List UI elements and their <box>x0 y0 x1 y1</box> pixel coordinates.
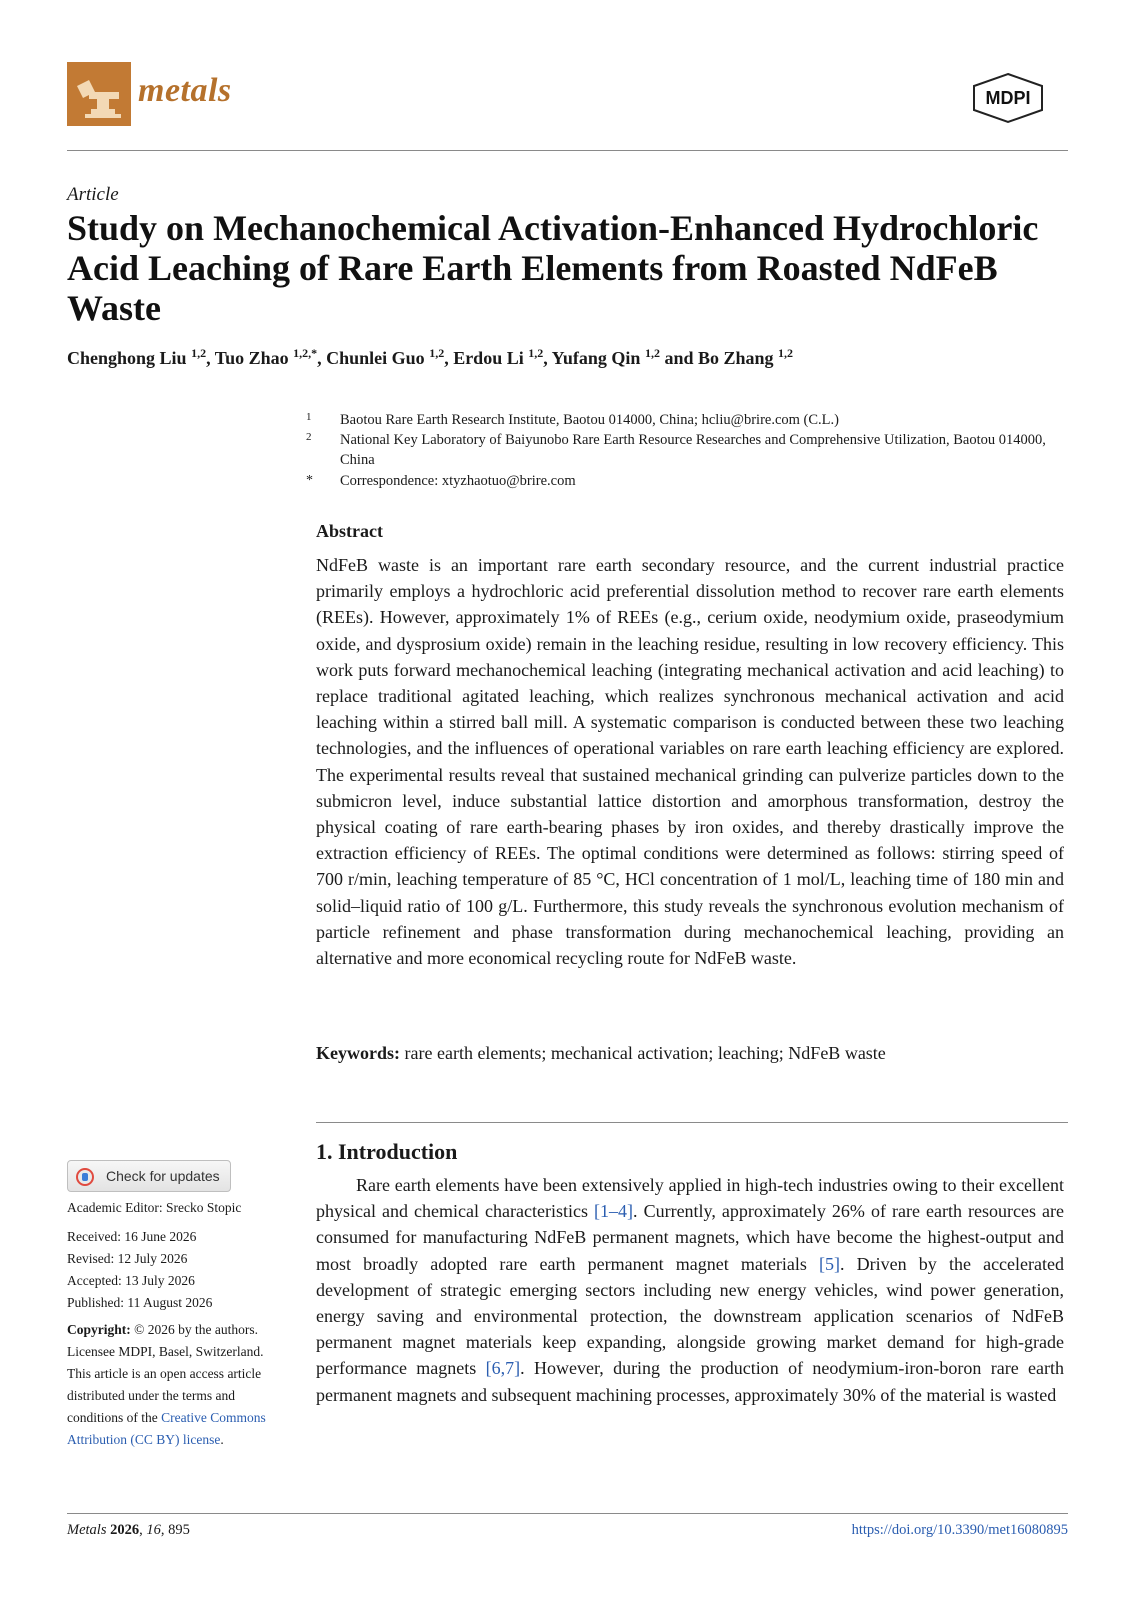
mdpi-logo-icon <box>972 72 1044 124</box>
check-updates-icon <box>76 1168 94 1186</box>
author-list: Chenghong Liu $^{1,2}$, Tuo Zhao $^{1,2,*}$, Chunlei Guo $^{1,2}$, Erdou Li $^{1,2}$, Yufang Qin $^{1,2}$ and Bo Zhang $^{1,2}$ <box>67 346 794 368</box>
keywords-text: rare earth elements; mechanical activation; leaching; NdFeB waste <box>404 1043 886 1063</box>
keywords-label: Keywords: <box>316 1043 400 1063</box>
abstract-text: NdFeB waste is an important rare earth secondary resource, and the current industrial practice primarily employs a hydrochloric acid preferential dissolution method to recover rare earth elements (REEs). However, approximately 1% of REEs (e.g., cerium oxide, neodymium oxide, praseodymium oxide, and dysprosium oxide) remain in the leaching residue, resulting in low recovery efficiency. This work puts forward mechanochemical leaching (integrating mechanical activation and acid leaching) to replace traditional agitated leaching, which realizes synchronous mechanical activation and acid leaching within a stirred ball mill. A systematic comparison is conducted between these two leaching technologies, and the influences of operational variables on rare earth leaching efficiency are explored. The experimental results reveal that sustained mechanical grinding can pulverize particles down to the submicron level, induce substantial lattice distortion and amorphous transformation, destroy the physical coating of rare earth-bearing phases by iron oxides, and thereby drastically improve the extraction efficiency of REEs. The optimal conditions were determined as follows: stirring speed of 700 r/min, leaching temperature of 85 °C, HCl concentration of 1 mol/L, leaching time of 180 min and solid–liquid ratio of 100 g/L. Furthermore, this study reveals the synchronous evolution mechanism of particle refinement and phase transformation during mechanochemical leaching, providing an alternative and more economical recycling route for NdFeB waste. <box>316 555 1064 969</box>
affiliation-item <box>306 410 1054 430</box>
author-affiliation-mark: 1,2 <box>778 346 794 360</box>
author-affiliation-mark: 1,2 <box>429 346 445 360</box>
received-date: Received: 16 June 2026 <box>67 1229 197 1244</box>
abstract-divider <box>316 1122 1068 1123</box>
published-date: Published: 11 August 2026 <box>67 1295 213 1310</box>
affiliation-mark: 2 <box>306 431 312 443</box>
journal-name: metals <box>138 72 232 109</box>
author-name: Erdou Li <box>453 348 524 368</box>
article-title: Study on Mechanochemical Activation-Enhanced Hydrochloric Acid Leaching of Rare Earth Elements from Roasted NdFeB Waste <box>67 208 1039 328</box>
copyright-label: Copyright: <box>67 1322 131 1337</box>
affiliation-mark: * <box>306 473 313 488</box>
affiliation-mark: 1 <box>306 411 312 423</box>
author-affiliation-mark: 1,2,* <box>293 346 318 360</box>
affiliation-item <box>306 471 1054 491</box>
footer-divider <box>67 1513 1068 1514</box>
footer-citation: Metals 2026, 16, 895 <box>67 1522 190 1538</box>
author-name: Chenghong Liu <box>67 348 187 368</box>
correspondence-text: Correspondence: xtyzhaotuo@brire.com <box>340 473 576 489</box>
keywords <box>316 1043 1064 1064</box>
footer-volume: 16 <box>146 1522 161 1538</box>
check-for-updates-label: Check for updates <box>106 1168 220 1184</box>
footer-article-number: 895 <box>168 1522 190 1538</box>
citation-link[interactable]: [5] <box>819 1253 841 1274</box>
affiliation-text: Baotou Rare Earth Research Institute, Baotou 014000, China; hcliu@brire.com (C.L.) <box>340 412 839 428</box>
author-name: Tuo Zhao <box>214 348 289 368</box>
intro-text: . Currently, approximately 26% of rare earth resources are consumed for manufacturing NdFeB permanent magnets, which have become the highest-output and most broadly adopted rare earth permanent magnet materials <box>316 1201 1064 1274</box>
citation-link[interactable]: [1–4] <box>594 1201 634 1222</box>
author-name: Chunlei Guo <box>326 348 425 368</box>
article-type: Article <box>67 184 119 205</box>
section-heading-introduction: 1. Introduction <box>316 1139 458 1164</box>
license-end: . <box>220 1432 224 1447</box>
header-divider <box>67 150 1068 151</box>
license-link[interactable]: Creative Commons Attribution (CC BY) license <box>67 1410 266 1447</box>
revised-date: Revised: 12 July 2026 <box>67 1251 188 1266</box>
author-affiliation-mark: 1,2 <box>528 346 544 360</box>
author-name: Bo Zhang <box>697 348 774 368</box>
abstract-heading: Abstract <box>316 521 383 541</box>
doi-link[interactable]: https://doi.org/10.3390/met16080895 <box>851 1522 1068 1538</box>
affiliation-text: National Key Laboratory of Baiyunobo Rare Earth Resource Researches and Comprehensive Utilization, Baotou 014000, China <box>340 432 1046 468</box>
intro-text: . Driven by the accelerated development of strategic emerging sectors including new energy vehicles, wind power generation, energy saving and environmental protection, the downstream application scenarios of NdFeB permanent magnet materials keep expanding, alongside growing market demand for high-grade performance magnets <box>316 1253 1064 1379</box>
intro-text: . However, during the production of neodymium-iron-boron rare earth permanent magnets and subsequent machining processes, approximately 30% of the material is wasted <box>316 1358 1064 1405</box>
journal-logo-icon <box>67 62 131 126</box>
academic-editor: Academic Editor: Srecko Stopic <box>67 1200 242 1215</box>
intro-text: Rare earth elements have been extensively applied in high-tech industries owing to their excellent physical and chemical characteristics <box>316 1175 1064 1222</box>
author-affiliation-mark: 1,2 <box>644 346 660 360</box>
author-name: Yufang Qin <box>551 348 641 368</box>
copyright-notice <box>67 1319 283 1451</box>
author-affiliation-mark: 1,2 <box>191 346 207 360</box>
accepted-date: Accepted: 13 July 2026 <box>67 1273 195 1288</box>
copyright-text: © 2026 by the authors. Licensee MDPI, Basel, Switzerland. This article is an open access article distributed under the terms and conditions of the <box>67 1322 264 1425</box>
footer-year: 2026 <box>110 1522 140 1538</box>
affiliation-item <box>306 430 1054 470</box>
check-for-updates-button[interactable] <box>67 1160 231 1192</box>
publisher-name: MDPI <box>985 88 1031 108</box>
citation-link[interactable]: [6,7] <box>485 1358 521 1379</box>
footer-journal: Metals <box>67 1522 107 1538</box>
introduction-paragraph <box>316 1172 1064 1408</box>
